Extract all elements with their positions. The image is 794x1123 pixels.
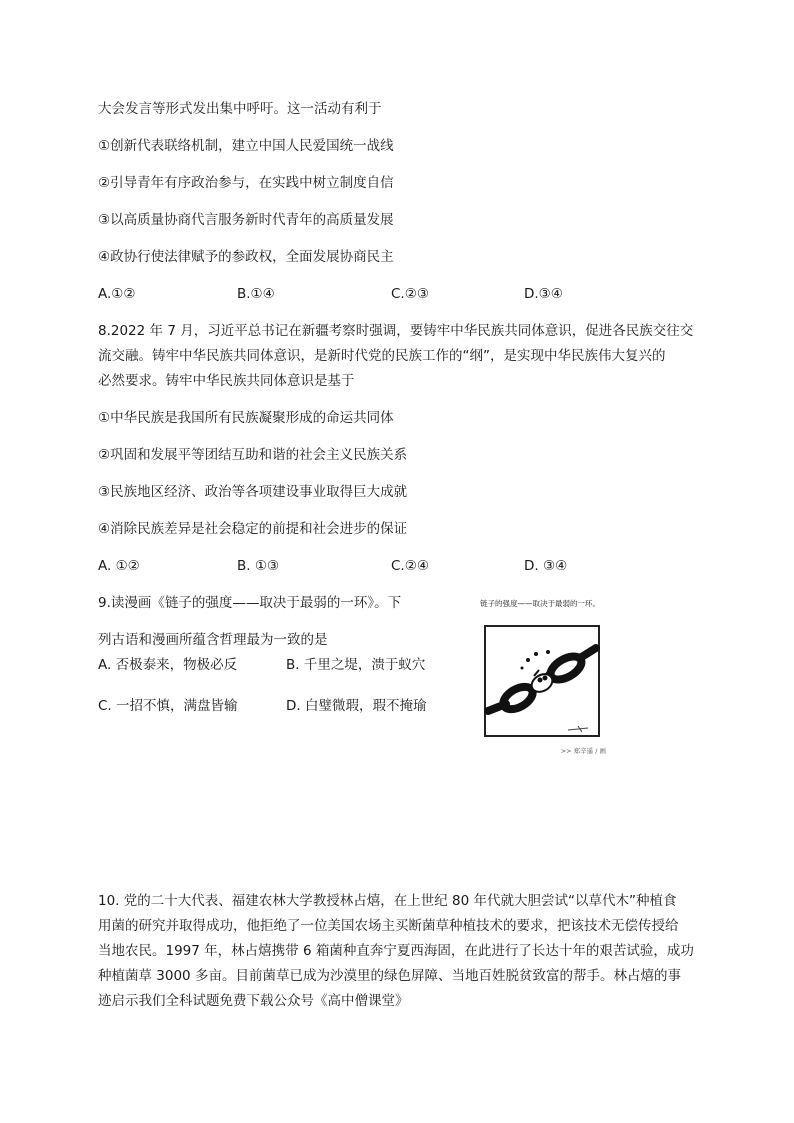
q10-stem-line-4: 种植菌草 3000 多亩。目前菌草已成为沙漠里的绿色屏障、当地百姓脱贫致富的帮手。林占熺的事 <box>98 968 681 984</box>
q10-stem-line-2: 用菌的研究并取得成功，他拒绝了一位美国农场主买断菌草种植技术的要求，把该技术无偿传授给 <box>98 918 679 934</box>
q7-item-3: ③以高质量协商代言服务新时代青年的高质量发展 <box>98 212 394 228</box>
q8-option-c: C.②④ <box>391 558 429 574</box>
q8-item-3: ③民族地区经济、政治等各项建设事业取得巨大成就 <box>98 484 408 500</box>
q8-item-4: ④消除民族差异是社会稳定的前提和社会进步的保证 <box>98 521 408 537</box>
cartoon-caption: 链子的强度——取决于最弱的一环。 <box>480 599 600 608</box>
q7-option-c: C.②③ <box>391 286 429 302</box>
q8-stem-line-2: 流交融。铸牢中华民族共同体意识，是新时代党的民族工作的“纲”，是实现中华民族伟大复兴的 <box>98 348 666 364</box>
q10-stem-line-1: 10. 党的二十大代表、福建农林大学教授林占熺，在上世纪 80 年代就大胆尝试“以草代木”种植食 <box>98 893 677 909</box>
q7-item-2: ②引导青年有序政治参与，在实践中树立制度自信 <box>98 175 394 191</box>
q9-option-a: A. 否极泰来，物极必反 <box>98 657 238 673</box>
q9-stem-line-1: 9.读漫画《链子的强度——取决于最弱的一环》。下 <box>98 595 402 611</box>
q7-item-4: ④政协行使法律赋予的参政权，全面发展协商民主 <box>98 249 394 265</box>
q8-option-b: B. ①③ <box>237 558 280 574</box>
q8-option-a: A. ①② <box>98 558 140 574</box>
q7-item-1: ①创新代表联络机制，建立中国人民爱国统一战线 <box>98 138 394 154</box>
q8-stem-line-3: 必然要求。铸牢中华民族共同体意识是基于 <box>98 373 355 389</box>
chain-illustration <box>478 616 608 756</box>
q8-item-1: ①中华民族是我国所有民族凝聚形成的命运共同体 <box>98 410 394 426</box>
cartoon-credit: >> 郑辛遥 / 画 <box>560 747 606 755</box>
q10-stem-line-3: 当地农民。1997 年，林占熺携带 6 箱菌种直奔宁夏西海固，在此进行了长达十年的艰苦试验，成功 <box>98 943 694 959</box>
q8-option-d: D. ③④ <box>524 558 568 574</box>
chain-cartoon <box>478 598 608 758</box>
q7-stem-tail: 大会发言等形式发出集中呼吁。这一活动有利于 <box>98 101 382 117</box>
q9-stem-line-2: 列古语和漫画所蕴含哲理最为一致的是 <box>98 632 328 648</box>
q9-option-c: C. 一招不慎，满盘皆输 <box>98 698 238 714</box>
q8-item-2: ②巩固和发展平等团结互助和谐的社会主义民族关系 <box>98 447 408 463</box>
q7-option-b: B.①④ <box>237 286 275 302</box>
q9-option-d: D. 白璧微瑕，瑕不掩瑜 <box>286 698 427 714</box>
q7-option-d: D.③④ <box>524 286 563 302</box>
q8-stem-line-1: 8.2022 年 7 月，习近平总书记在新疆考察时强调，要铸牢中华民族共同体意识，促进各民族交往交 <box>98 323 694 339</box>
q9-option-b: B. 千里之堤，溃于蚁穴 <box>286 657 426 673</box>
q10-stem-line-5: 迹启示我们全科试题免费下载公众号《高中僧课堂》 <box>98 993 409 1009</box>
q7-option-a: A.①② <box>98 286 136 302</box>
